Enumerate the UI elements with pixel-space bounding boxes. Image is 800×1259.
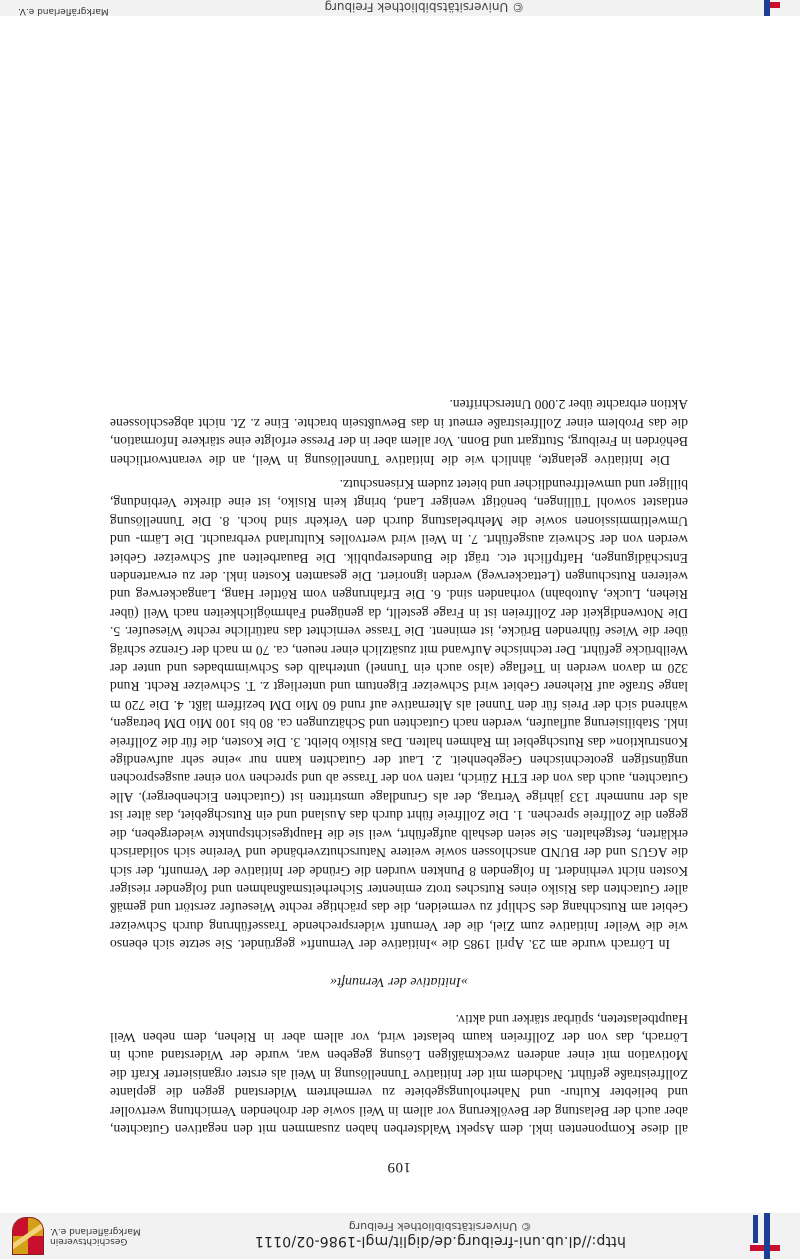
viewer-footer: [0, 0, 800, 16]
university-logo-icon[interactable]: [740, 1213, 780, 1259]
header-source-info: [141, 1221, 740, 1252]
copyright-notice: © Universitätsbibliothek Freiburg: [348, 1220, 532, 1234]
footer-copyright: © Universitätsbibliothek Freiburg: [324, 0, 525, 14]
paragraph-initiative: In Lörrach wurde am 23. April 1985 die »Initiative der Vernunft« gegründet. Sie setzte sich ebenso wie die Weiler Initiative zum Ziel, die der Vernunft widersprechende Trasseführung durch Schweizer Gebiet am Rutschhang des Schlipf zu vermeiden, die das prächtige rechte Wieseufer zerstört und gemäß aller Gutachten das Risiko eines Rutsches trotz eminenter Sicherheitsmaßnahmen und folgender riesiger Kosten nicht verhindert. In folgenden 8 Punkten wurden die Gründe der Initiative der Vernunft, der sich die AGUS und der BUND anschlossen sowie weitere Naturschutzverbände und Vereine sich solidarisch erklärten, festgehalten. Sie seien deshalb aufgeführt, weil sie die Hauptgesichtspunkte wiedergeben, die gegen die Zollfreie sprechen. 1. Die Zollfreie führt durch das Ausland und ein Rutschgebiet, das älter ist als der nunmehr 133 jährige Vertrag, der als Grundlage umstritten ist (Gutachten Eichenberger). Alle Gutachten, auch das von der ETH Zürich, raten von der Trasse ab und sprechen von einer ausgesprochen ungünstigen geotechnischen Gegebenheit. 2. Laut der Gutachten kann nur »eine sehr aufwendige Konstruktion« das Rutschgebiet im Rahmen halten. Das Risiko bleibt. 3. Die Kosten, die für die Zollfreie inkl. Stabilisierung auflaufen, werden nach Gutachten und Schätzungen ca. 80 bis 100 Mio DM betragen, während sich der Preis für den Tunnel als Alternative auf rund 60 Mio DM beziffern läßt. 4. Die 720 m lange Straße auf Riehener Gebiet wird Schweizer Eigentum und unterliegt z. T. Schweizer Recht. Rund 320 m davon werden in Tieflage (also auch ein Tunnel) unterhalb des Schwimmbades und unter der Weilbrücke geführt. Der technische Aufwand mit zusätzlich einer neuen, ca. 70 m nach der Grenze schräg über die Wiese führenden Brücke, ist eminent. Die Trasse vernichtet das natürliche rechte Wieseufer. 5. Die Notwendigkeit der Zollfreien ist in Frage gestellt, da genügend Fahrmöglichkeiten nach Weil (über Riehen, Lucke, Autobahn) vorhanden sind. 6. Die Erfahrungen vom Röttler Hang, Langackerweg und weiteren Rutschungen (Lettackerweg) werden ignoriert. Die gesamten Kosten inkl. der zu erwartenden Entschädigungen, Haftpflicht etc. trägt die Bundesrepublik. Die Bauarbeiten auf Schweizer Gebiet werden von der Schweiz ausgeführt. 7. In Weil wird wertvolles Kulturland verbraucht. Die Lärm- und Umweltimmissionen sowie die Mehrbelastung durch den Verkehr sind hoch. 8. Die Tunnellösung entlastet sowohl Tüllingen, benötigt weniger Land, bringt kein Risiko, ist eine direkte Verbindung, billiger und umweltfreundlicher und bietet zudem Krisenschutz.: [110, 477, 688, 953]
page-body: [110, 389, 688, 1175]
coat-of-arms-icon: [12, 1217, 44, 1255]
society-badge[interactable]: [12, 1217, 141, 1255]
society-name: Geschichtsverein Markgräflerland e.V.: [50, 1226, 141, 1246]
source-url-link[interactable]: http://dl.ub.uni-freiburg.de/diglit/mgl-1986-02/0111: [254, 1233, 626, 1250]
viewer-header: [0, 1213, 800, 1259]
section-heading: »Initiative der Vernunft«: [330, 974, 468, 990]
paragraph-intro: all diese Komponenten inkl. dem Aspekt Waldsterben haben zusammen mit den negativen Gutachten, aber auch der Belastung der Bevölkerung vor allem in Weil sowie der drohenden Vernichtung wertvoller und beliebter Kultur- und Naherholungsgebiete zu vermehrtem Widerstand gegen die geplante Zollfreistraße geführt. Nachdem mit der Initiative Tunnellösung in Weil als erster organisierter Kraft die Motivation mit einer anderen zweckmäßigen Lösung gegeben war, wurde der Widerstand auch in Lörrach, das von der Zollfreien kaum belastet wird, vor allem aber in Riehen, dem neben Weil Hauptbelasteten, spürbar stärker und aktiv.: [110, 1011, 688, 1137]
page-number: 109: [387, 1159, 411, 1175]
university-logo-icon[interactable]: [740, 0, 780, 16]
paragraph-outcome: Die Initiative gelangte, ähnlich wie die Initiative Tunnellösung in Weil, an die verantwortlichen Behörden in Freiburg, Stuttgart und Bonn. Vor allem aber in der Presse erfolgte eine stärkere Information, die das Problem einer Zollfreistraße erneut in das Bewußtsein brachte. Eine z. Zt. nicht abgeschlossene Aktion erbrachte über 2.000 Unterschriften.: [110, 397, 688, 468]
footer-society: Markgräflerland e.V.: [18, 6, 109, 16]
